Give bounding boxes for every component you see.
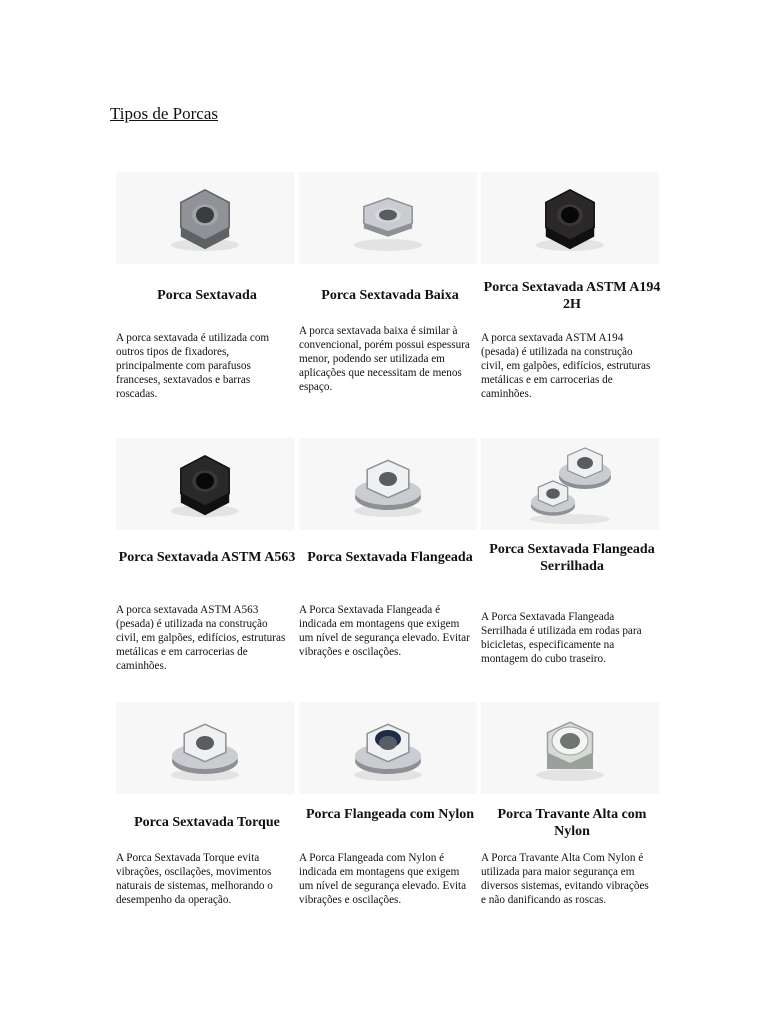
card-title: Porca Sextavada ASTM A563 bbox=[118, 550, 296, 565]
torque-nut-icon bbox=[116, 702, 294, 794]
card-title: Porca Sextavada Flangeada Serrilhada bbox=[489, 542, 655, 574]
card-title: Porca Sextavada Baixa bbox=[321, 288, 459, 303]
flange-nut-icon bbox=[299, 438, 477, 530]
serrated-flange-nut-icon bbox=[481, 438, 659, 530]
card-title: Porca Sextavada Flangeada bbox=[307, 550, 473, 565]
nylon-flange-nut-icon bbox=[299, 702, 477, 794]
card-description: A porca sextavada baixa é similar à convencional, porém possui espessura menor, podendo ser utilizada em aplicações que necessitam de menos espaço. bbox=[299, 325, 470, 393]
card-description: A Porca Flangeada com Nylon é indicada em montagens que exigem um nível de segurança elevado. Evita vibrações e oscilações. bbox=[299, 852, 467, 906]
card-description: A Porca Sextavada Torque evita vibrações, oscilações, movimentos naturais de sistemas, melhorando o desempenho da operação. bbox=[116, 852, 273, 906]
heavy-hex-nut-icon bbox=[481, 172, 659, 264]
card-title: Porca Sextavada ASTM A194 2H bbox=[483, 280, 661, 312]
card-title: Porca Travante Alta com Nylon bbox=[497, 807, 647, 839]
heavy-hex-nut-icon bbox=[116, 438, 294, 530]
card-title: Porca Sextavada bbox=[157, 288, 257, 303]
hex-nut-icon bbox=[116, 172, 294, 264]
card-description: A porca sextavada ASTM A563 (pesada) é utilizada na construção civil, em galpões, edifícios, estruturas metálicas e em carrocerias de caminhões. bbox=[116, 604, 286, 672]
card-description: A porca sextavada ASTM A194 (pesada) é utilizada na construção civil, em galpões, edifícios, estruturas metálicas e em carrocerias de caminhões. bbox=[481, 332, 651, 400]
card-description: A Porca Travante Alta Com Nylon é utilizada para maior segurança em diversos sistemas, evitando vibrações e não danificando as roscas. bbox=[481, 852, 649, 906]
card-description: A Porca Sextavada Flangeada Serrilhada é utilizada em rodas para bicicletas, especificamente na montagem do cubo traseiro. bbox=[481, 611, 642, 665]
card-description: A porca sextavada é utilizada com outros tipos de fixadores, principalmente com parafusos franceses, sextavados e barras roscadas. bbox=[116, 332, 270, 400]
card-description: A Porca Sextavada Flangeada é indicada em montagens que exigem um nível de segurança elevado. Evitar vibrações e oscilações. bbox=[299, 604, 470, 658]
nylon-lock-nut-icon bbox=[481, 702, 659, 794]
page-title: Tipos de Porcas bbox=[110, 104, 218, 123]
card-title: Porca Flangeada com Nylon bbox=[305, 807, 475, 822]
card-title: Porca Sextavada Torque bbox=[134, 815, 280, 830]
thin-hex-nut-icon bbox=[299, 172, 477, 264]
